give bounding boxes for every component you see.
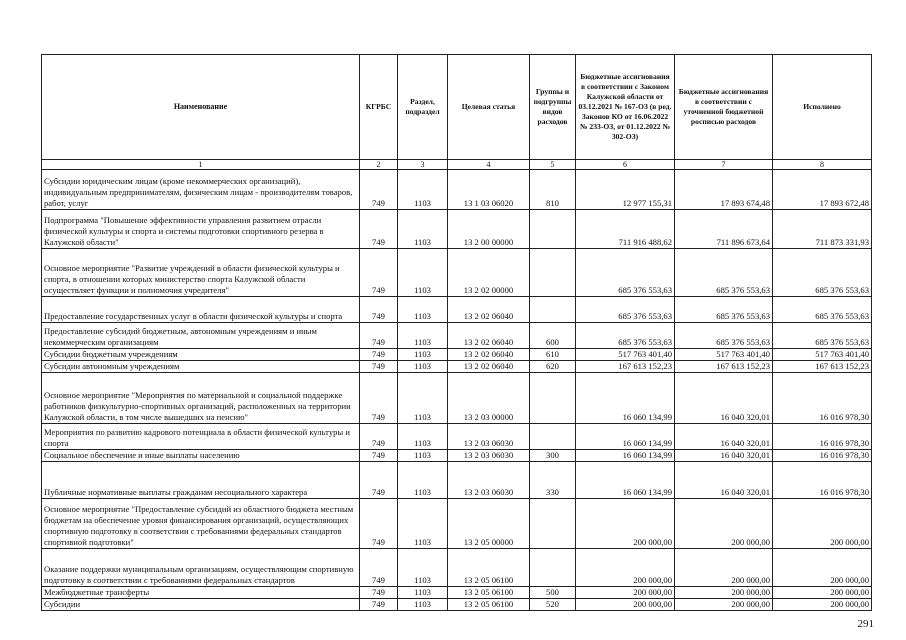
row-law-allocation: 200 000,00 bbox=[576, 549, 675, 587]
row-razdel: 1103 bbox=[398, 587, 448, 599]
row-kgrbs: 749 bbox=[360, 599, 398, 611]
budget-table bbox=[41, 54, 872, 611]
table-header bbox=[42, 55, 872, 160]
row-razdel: 1103 bbox=[398, 349, 448, 361]
row-law-allocation: 685 376 553,63 bbox=[576, 297, 675, 323]
row-name: Субсидии автономным учреждениям bbox=[42, 361, 360, 373]
row-law-allocation: 16 060 134,99 bbox=[576, 462, 675, 499]
row-razdel: 1103 bbox=[398, 549, 448, 587]
header-executed: Исполнено bbox=[773, 55, 872, 160]
row-target: 13 1 03 06020 bbox=[448, 170, 530, 210]
column-number: 8 bbox=[773, 160, 872, 170]
row-name: Публичные нормативные выплаты гражданам несоциального характера bbox=[42, 462, 360, 499]
row-law-allocation: 16 060 134,99 bbox=[576, 450, 675, 462]
row-target: 13 2 02 06040 bbox=[448, 349, 530, 361]
row-name: Предоставление государственных услуг в области физической культуры и спорта bbox=[42, 297, 360, 323]
row-law-allocation: 12 977 155,31 bbox=[576, 170, 675, 210]
row-law-allocation: 200 000,00 bbox=[576, 599, 675, 611]
row-razdel: 1103 bbox=[398, 249, 448, 297]
row-refined-allocation: 16 040 320,01 bbox=[675, 462, 773, 499]
row-law-allocation: 711 916 488,62 bbox=[576, 210, 675, 249]
row-target: 13 2 00 00000 bbox=[448, 210, 530, 249]
table-row bbox=[42, 297, 872, 323]
row-group bbox=[530, 249, 576, 297]
row-razdel: 1103 bbox=[398, 210, 448, 249]
row-name: Основное мероприятие "Мероприятия по материальной и социальной поддержке работников физкультурно-спортивных организаций, расположенных на территории Калужской области, в том числе вышедших на пенсию" bbox=[42, 373, 360, 424]
row-executed: 16 016 978,30 bbox=[773, 450, 872, 462]
row-refined-allocation: 200 000,00 bbox=[675, 549, 773, 587]
row-group: 610 bbox=[530, 349, 576, 361]
row-razdel: 1103 bbox=[398, 323, 448, 349]
row-refined-allocation: 17 893 674,48 bbox=[675, 170, 773, 210]
row-group bbox=[530, 297, 576, 323]
row-name: Мероприятия по развитию кадрового потенциала в области физической культуры и спорта bbox=[42, 424, 360, 450]
row-name: Подпрограмма "Повышение эффективности управления развитием отрасли физической культуры и спорта и системы подготовки спортивного резерва в Калужской области" bbox=[42, 210, 360, 249]
row-kgrbs: 749 bbox=[360, 587, 398, 599]
column-number: 5 bbox=[530, 160, 576, 170]
row-refined-allocation: 16 040 320,01 bbox=[675, 450, 773, 462]
header-kgrbs: КГРБС bbox=[360, 55, 398, 160]
column-number-row bbox=[42, 160, 872, 170]
row-law-allocation: 517 763 401,40 bbox=[576, 349, 675, 361]
row-target: 13 2 02 06040 bbox=[448, 361, 530, 373]
row-law-allocation: 16 060 134,99 bbox=[576, 373, 675, 424]
column-number: 6 bbox=[576, 160, 675, 170]
table-row bbox=[42, 450, 872, 462]
row-target: 13 2 03 00000 bbox=[448, 373, 530, 424]
table-row bbox=[42, 599, 872, 611]
header-name: Наименование bbox=[42, 55, 360, 160]
row-executed: 200 000,00 bbox=[773, 549, 872, 587]
row-group: 600 bbox=[530, 323, 576, 349]
row-kgrbs: 749 bbox=[360, 349, 398, 361]
row-executed: 200 000,00 bbox=[773, 587, 872, 599]
row-refined-allocation: 16 040 320,01 bbox=[675, 373, 773, 424]
column-number: 2 bbox=[360, 160, 398, 170]
page-number: 291 bbox=[857, 618, 874, 630]
row-name: Субсидии юридическим лицам (кроме некоммерческих организаций), индивидуальным предпринимателям, физическим лицам - производителям товаров, работ, услуг bbox=[42, 170, 360, 210]
row-kgrbs: 749 bbox=[360, 361, 398, 373]
table-row bbox=[42, 499, 872, 549]
row-group: 520 bbox=[530, 599, 576, 611]
row-razdel: 1103 bbox=[398, 450, 448, 462]
row-kgrbs: 749 bbox=[360, 323, 398, 349]
row-name: Основное мероприятие "Предоставление субсидий из областного бюджета местным бюджетам на обеспечение уровня финансирования организаций, осуществляющих спортивную подготовку в соответствии с требованиями федеральных стандартов спортивной подготовки" bbox=[42, 499, 360, 549]
row-group: 620 bbox=[530, 361, 576, 373]
column-number: 4 bbox=[448, 160, 530, 170]
row-executed: 16 016 978,30 bbox=[773, 424, 872, 450]
row-kgrbs: 749 bbox=[360, 499, 398, 549]
row-executed: 200 000,00 bbox=[773, 599, 872, 611]
table-row bbox=[42, 361, 872, 373]
row-group bbox=[530, 373, 576, 424]
row-target: 13 2 02 06040 bbox=[448, 323, 530, 349]
row-target: 13 2 03 06030 bbox=[448, 450, 530, 462]
row-group: 810 bbox=[530, 170, 576, 210]
row-name: Межбюджетные трансферты bbox=[42, 587, 360, 599]
row-kgrbs: 749 bbox=[360, 170, 398, 210]
row-razdel: 1103 bbox=[398, 297, 448, 323]
row-law-allocation: 16 060 134,99 bbox=[576, 424, 675, 450]
row-refined-allocation: 711 896 673,64 bbox=[675, 210, 773, 249]
row-refined-allocation: 167 613 152,23 bbox=[675, 361, 773, 373]
row-target: 13 2 02 00000 bbox=[448, 249, 530, 297]
row-group bbox=[530, 549, 576, 587]
row-razdel: 1103 bbox=[398, 462, 448, 499]
row-target: 13 2 02 06040 bbox=[448, 297, 530, 323]
row-executed: 685 376 553,63 bbox=[773, 249, 872, 297]
row-group: 330 bbox=[530, 462, 576, 499]
document-sheet bbox=[41, 54, 871, 611]
row-kgrbs: 749 bbox=[360, 210, 398, 249]
row-razdel: 1103 bbox=[398, 361, 448, 373]
row-group: 300 bbox=[530, 450, 576, 462]
row-razdel: 1103 bbox=[398, 599, 448, 611]
row-razdel: 1103 bbox=[398, 424, 448, 450]
row-kgrbs: 749 bbox=[360, 462, 398, 499]
header-refined-allocation: Бюджетные ассигнования в соответствии с уточненной бюджетной росписью расходов bbox=[675, 55, 773, 160]
table-row bbox=[42, 170, 872, 210]
row-refined-allocation: 685 376 553,63 bbox=[675, 249, 773, 297]
row-group bbox=[530, 424, 576, 450]
row-law-allocation: 200 000,00 bbox=[576, 587, 675, 599]
row-kgrbs: 749 bbox=[360, 549, 398, 587]
row-executed: 711 873 331,93 bbox=[773, 210, 872, 249]
row-refined-allocation: 200 000,00 bbox=[675, 499, 773, 549]
row-law-allocation: 167 613 152,23 bbox=[576, 361, 675, 373]
row-kgrbs: 749 bbox=[360, 424, 398, 450]
row-target: 13 2 05 00000 bbox=[448, 499, 530, 549]
row-refined-allocation: 517 763 401,40 bbox=[675, 349, 773, 361]
row-refined-allocation: 200 000,00 bbox=[675, 599, 773, 611]
row-target: 13 2 03 06030 bbox=[448, 424, 530, 450]
row-name: Оказание поддержки муниципальным организациям, осуществляющим спортивную подготовку в соответствии с требованиями федеральных стандартов bbox=[42, 549, 360, 587]
row-law-allocation: 200 000,00 bbox=[576, 499, 675, 549]
row-kgrbs: 749 bbox=[360, 297, 398, 323]
column-number: 1 bbox=[42, 160, 360, 170]
row-name: Социальное обеспечение и иные выплаты населению bbox=[42, 450, 360, 462]
row-executed: 17 893 672,48 bbox=[773, 170, 872, 210]
row-name: Субсидии бюджетным учреждениям bbox=[42, 349, 360, 361]
row-name: Субсидии bbox=[42, 599, 360, 611]
row-target: 13 2 05 06100 bbox=[448, 587, 530, 599]
row-razdel: 1103 bbox=[398, 499, 448, 549]
row-kgrbs: 749 bbox=[360, 373, 398, 424]
row-target: 13 2 05 06100 bbox=[448, 599, 530, 611]
row-law-allocation: 685 376 553,63 bbox=[576, 249, 675, 297]
row-executed: 685 376 553,63 bbox=[773, 297, 872, 323]
row-group bbox=[530, 210, 576, 249]
table-row bbox=[42, 424, 872, 450]
header-razdel: Раздел, подраздел bbox=[398, 55, 448, 160]
row-kgrbs: 749 bbox=[360, 450, 398, 462]
row-executed: 167 613 152,23 bbox=[773, 361, 872, 373]
row-name: Основное мероприятие "Развитие учреждений в области физической культуры и спорта, в отношении которых министерство спорта Калужской области осуществляет функции и полномочия учредителя" bbox=[42, 249, 360, 297]
row-refined-allocation: 200 000,00 bbox=[675, 587, 773, 599]
row-group: 500 bbox=[530, 587, 576, 599]
row-razdel: 1103 bbox=[398, 170, 448, 210]
header-law-allocation: Бюджетные ассигнования в соответствии с Законом Калужской области от 03.12.2021 № 167-ОЗ (в ред. Законов КО от 16.06.2022 № 233-ОЗ, от 01.12.2022 № 302-ОЗ) bbox=[576, 55, 675, 160]
header-group: Группы и подгруппы видов расходов bbox=[530, 55, 576, 160]
row-law-allocation: 685 376 553,63 bbox=[576, 323, 675, 349]
table-row bbox=[42, 210, 872, 249]
row-refined-allocation: 685 376 553,63 bbox=[675, 323, 773, 349]
table-row bbox=[42, 373, 872, 424]
row-target: 13 2 05 06100 bbox=[448, 549, 530, 587]
row-target: 13 2 03 06030 bbox=[448, 462, 530, 499]
table-body bbox=[42, 160, 872, 611]
table-row bbox=[42, 349, 872, 361]
column-number: 7 bbox=[675, 160, 773, 170]
row-executed: 200 000,00 bbox=[773, 499, 872, 549]
table-row bbox=[42, 323, 872, 349]
row-executed: 517 763 401,40 bbox=[773, 349, 872, 361]
column-number: 3 bbox=[398, 160, 448, 170]
row-executed: 16 016 978,30 bbox=[773, 373, 872, 424]
header-target: Целевая статья bbox=[448, 55, 530, 160]
row-executed: 16 016 978,30 bbox=[773, 462, 872, 499]
row-group bbox=[530, 499, 576, 549]
row-name: Предоставление субсидий бюджетным, автономным учреждениям и иным некоммерческим организациям bbox=[42, 323, 360, 349]
table-row bbox=[42, 587, 872, 599]
row-razdel: 1103 bbox=[398, 373, 448, 424]
row-refined-allocation: 16 040 320,01 bbox=[675, 424, 773, 450]
row-executed: 685 376 553,63 bbox=[773, 323, 872, 349]
row-kgrbs: 749 bbox=[360, 249, 398, 297]
table-row bbox=[42, 249, 872, 297]
row-refined-allocation: 685 376 553,63 bbox=[675, 297, 773, 323]
table-row bbox=[42, 462, 872, 499]
table-row bbox=[42, 549, 872, 587]
